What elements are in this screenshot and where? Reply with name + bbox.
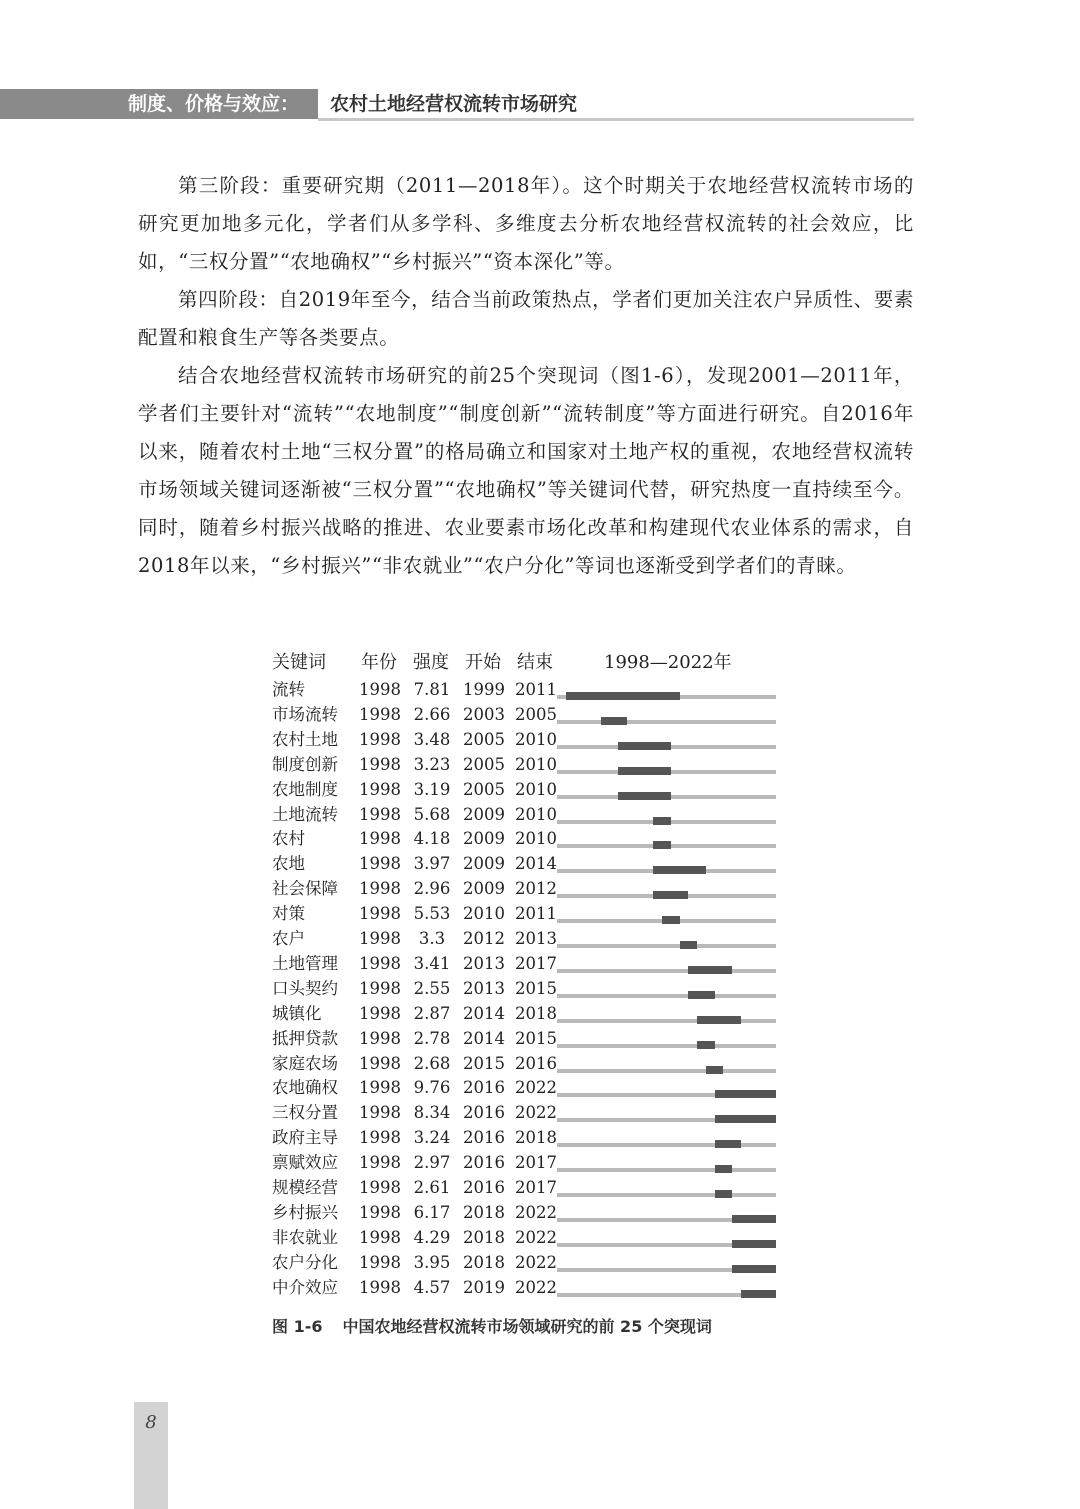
begin-cell: 2005 [463,754,505,774]
strength-cell: 9.76 [413,1078,451,1098]
begin-cell: 2014 [463,1003,505,1023]
burst-bar [566,692,680,700]
paragraph-burst-analysis: 结合农地经营权流转市场研究的前25个突现词（图1-6），发现2001—2011年，学者们主要针对“流转”“农地制度”“制度创新”“流转制度”等方面进行研究。自2016年以来，随着农村土地“三权分置”的格局确立和国家对土地产权的重视，农地经营权流转市场领域关键词逐渐被“三权分置”“农地确权”等关键词代替，研究热度一直持续至今。同时，随着乡村振兴战略的推进、农业要素市场化改革和构建现代农业体系的需求，自2018年以来，“乡村振兴”“非农就业”“农户分化”等词也逐渐受到学者们的青睐。 [138,364,914,577]
end-cell: 2015 [515,1028,557,1048]
end-cell: 2014 [515,854,557,874]
begin-cell: 2015 [463,1053,505,1073]
figure-caption [272,1314,712,1340]
strength-cell: 6.17 [413,1202,451,1222]
burst-bar [715,1165,733,1173]
chart-row [270,1175,790,1200]
strength-cell: 2.78 [413,1028,451,1048]
chart-row [270,951,790,976]
strength-cell: 2.97 [413,1153,451,1173]
end-cell: 2022 [515,1252,557,1272]
strength-cell: 5.68 [413,804,451,824]
end-cell: 2022 [515,1277,557,1297]
chart-row [270,851,790,876]
column-header-strength: 强度 [413,652,449,673]
keyword-cell: 三权分置 [272,1103,338,1123]
strength-cell: 2.68 [413,1053,451,1073]
chart-row [270,876,790,901]
page-number-tab [134,1402,168,1509]
burst-bar [715,1090,776,1098]
begin-cell: 2012 [463,929,505,948]
begin-cell: 2009 [463,804,505,824]
chart-row [270,1001,790,1026]
begin-cell: 2018 [463,1202,505,1222]
keyword-cell: 农村 [272,829,305,849]
burst-bar [653,841,671,849]
keyword-cell: 抵押贷款 [272,1028,338,1048]
column-header-begin: 开始 [465,652,501,673]
burst-bar [618,742,671,750]
year-cell: 1998 [359,904,401,924]
figure-caption-text: 中国农地经营权流转市场领域研究的前 25 个突现词 [342,1317,712,1336]
end-cell: 2015 [515,978,557,998]
timeline-track [557,720,776,724]
keyword-cell: 家庭农场 [272,1053,338,1073]
burst-bar [715,1190,733,1198]
burst-bar [706,1066,724,1074]
chart-row [270,1200,790,1225]
year-cell: 1998 [359,1128,401,1148]
strength-cell: 4.18 [413,829,451,849]
year-cell: 1998 [359,1252,401,1272]
begin-cell: 2019 [463,1277,505,1297]
end-cell: 2010 [515,754,557,774]
keyword-cell: 禀赋效应 [272,1153,338,1173]
end-cell: 2017 [515,1153,557,1173]
burst-bar [618,792,671,800]
timeline-track [557,1168,776,1172]
year-cell: 1998 [359,1227,401,1247]
keyword-cell: 农地确权 [272,1078,338,1098]
begin-cell: 2016 [463,1078,505,1098]
burst-bar [732,1240,776,1248]
keyword-cell: 土地管理 [272,953,338,973]
end-cell: 2005 [515,704,557,724]
end-cell: 2022 [515,1103,557,1123]
end-cell: 2010 [515,804,557,824]
burst-bar [732,1265,776,1273]
keyword-cell: 土地流转 [272,804,338,824]
end-cell: 2013 [515,929,557,948]
chart-row [270,1051,790,1076]
chart-row [270,1150,790,1175]
strength-cell: 3.19 [413,779,451,799]
keyword-cell: 政府主导 [272,1128,338,1148]
strength-cell: 3.48 [413,729,451,749]
year-cell: 1998 [359,854,401,874]
burst-bar [732,1215,776,1223]
begin-cell: 2016 [463,1153,505,1173]
strength-cell: 3.23 [413,754,451,774]
chart-row [270,752,790,777]
end-cell: 2016 [515,1053,557,1073]
end-cell: 2018 [515,1128,557,1148]
strength-cell: 2.96 [413,879,451,899]
chart-row [270,1250,790,1275]
burst-bar [741,1290,776,1298]
column-header-end: 结束 [517,652,553,673]
year-cell: 1998 [359,1103,401,1123]
chart-row [270,1125,790,1150]
strength-cell: 4.57 [413,1277,451,1297]
keyword-cell: 对策 [272,904,305,924]
strength-cell: 8.34 [413,1103,451,1123]
burst-bar [715,1115,776,1123]
strength-cell: 3.95 [413,1252,451,1272]
chart-row [270,702,790,727]
begin-cell: 2016 [463,1128,505,1148]
keyword-cell: 农户分化 [272,1252,338,1272]
page-number: 8 [145,1412,157,1433]
burst-keyword-chart [270,650,790,1310]
year-cell: 1998 [359,1178,401,1197]
year-cell: 1998 [359,729,401,749]
end-cell: 2010 [515,829,557,849]
chart-row [270,677,790,702]
keyword-cell: 规模经营 [272,1178,338,1197]
column-header-range: 1998—2022年 [604,652,732,673]
header-series: 制度、价格与效应： [128,93,300,115]
burst-bar [653,891,688,899]
keyword-cell: 中介效应 [272,1277,338,1297]
end-cell: 2011 [515,680,557,699]
year-cell: 1998 [359,804,401,824]
keyword-cell: 流转 [272,680,305,699]
end-cell: 2022 [515,1202,557,1222]
keyword-cell: 制度创新 [272,754,338,774]
end-cell: 2017 [515,953,557,973]
timeline-track [557,1143,776,1147]
chart-row [270,1275,790,1300]
begin-cell: 2013 [463,978,505,998]
begin-cell: 2010 [463,904,505,924]
year-cell: 1998 [359,779,401,799]
chart-row [270,1225,790,1250]
chart-row [270,1075,790,1100]
end-cell: 2010 [515,779,557,799]
chart-row [270,826,790,851]
burst-bar [697,1041,715,1049]
strength-cell: 7.81 [413,680,451,699]
year-cell: 1998 [359,829,401,849]
column-header-keyword: 关键词 [272,652,326,673]
chart-row [270,777,790,802]
timeline-track [557,944,776,948]
strength-cell: 2.87 [413,1003,451,1023]
begin-cell: 2005 [463,729,505,749]
strength-cell: 3.97 [413,854,451,874]
begin-cell: 2018 [463,1252,505,1272]
begin-cell: 2005 [463,779,505,799]
chart-row [270,727,790,752]
end-cell: 2012 [515,879,557,899]
keyword-cell: 口头契约 [272,978,338,998]
burst-bar [715,1140,741,1148]
year-cell: 1998 [359,879,401,899]
begin-cell: 2016 [463,1178,505,1197]
burst-bar [618,767,671,775]
strength-cell: 2.61 [413,1178,451,1197]
year-cell: 1998 [359,1028,401,1048]
end-cell: 2018 [515,1003,557,1023]
keyword-cell: 农户 [272,929,305,948]
end-cell: 2022 [515,1227,557,1247]
keyword-cell: 城镇化 [272,1003,322,1023]
year-cell: 1998 [359,680,401,699]
end-cell: 2011 [515,904,557,924]
timeline-track [557,994,776,998]
end-cell: 2022 [515,1078,557,1098]
timeline-track [557,969,776,973]
year-cell: 1998 [359,1202,401,1222]
end-cell: 2010 [515,729,557,749]
figure-number: 图 1-6 [272,1317,323,1336]
strength-cell: 2.66 [413,704,451,724]
year-cell: 1998 [359,953,401,973]
begin-cell: 2013 [463,953,505,973]
keyword-cell: 非农就业 [272,1227,338,1247]
burst-bar [697,1016,741,1024]
chart-row [270,1026,790,1051]
year-cell: 1998 [359,704,401,724]
burst-bar [653,817,671,825]
keyword-cell: 社会保障 [272,879,338,899]
begin-cell: 2014 [463,1028,505,1048]
column-header-year: 年份 [361,652,397,673]
chart-row [270,1100,790,1125]
begin-cell: 2018 [463,1227,505,1247]
year-cell: 1998 [359,1078,401,1098]
paragraph-stage-three: 第三阶段：重要研究期（2011—2018年）。这个时期关于农地经营权流转市场的研究更加地多元化，学者们从多学科、多维度去分析农地经营权流转的社会效应，比如，“三权分置”“农地确权”“乡村振兴”“资本深化”等。 [138,174,914,273]
year-cell: 1998 [359,1053,401,1073]
begin-cell: 2009 [463,829,505,849]
year-cell: 1998 [359,929,401,948]
burst-bar [653,866,706,874]
keyword-cell: 农地制度 [272,779,338,799]
year-cell: 1998 [359,1153,401,1173]
chart-row [270,802,790,827]
timeline-track [557,1069,776,1073]
year-cell: 1998 [359,978,401,998]
header-title: 农村土地经营权流转市场研究 [330,93,578,115]
timeline-track [557,1044,776,1048]
chart-row [270,926,790,951]
chart-row [270,976,790,1001]
begin-cell: 2009 [463,879,505,899]
burst-bar [688,966,732,974]
header-rule [318,118,914,121]
burst-bar [662,916,680,924]
burst-bar [688,991,714,999]
strength-cell: 3.41 [413,953,451,973]
timeline-track [557,1193,776,1197]
timeline-track [557,1019,776,1023]
strength-cell: 4.29 [413,1227,451,1247]
keyword-cell: 农地 [272,854,305,874]
paragraph-stage-four: 第四阶段：自2019年至今，结合当前政策热点，学者们更加关注农户异质性、要素配置和粮食生产等各类要点。 [138,288,914,349]
burst-bar [601,717,627,725]
year-cell: 1998 [359,1277,401,1297]
begin-cell: 2009 [463,854,505,874]
strength-cell: 3.24 [413,1128,451,1148]
end-cell: 2017 [515,1178,557,1197]
begin-cell: 1999 [463,680,505,699]
strength-cell: 3.3 [418,929,446,948]
chart-row [270,901,790,926]
strength-cell: 5.53 [413,904,451,924]
keyword-cell: 市场流转 [272,704,338,724]
keyword-cell: 农村土地 [272,729,338,749]
burst-bar [680,941,698,949]
begin-cell: 2016 [463,1103,505,1123]
begin-cell: 2003 [463,704,505,724]
year-cell: 1998 [359,1003,401,1023]
year-cell: 1998 [359,754,401,774]
strength-cell: 2.55 [413,978,451,998]
keyword-cell: 乡村振兴 [272,1202,338,1222]
